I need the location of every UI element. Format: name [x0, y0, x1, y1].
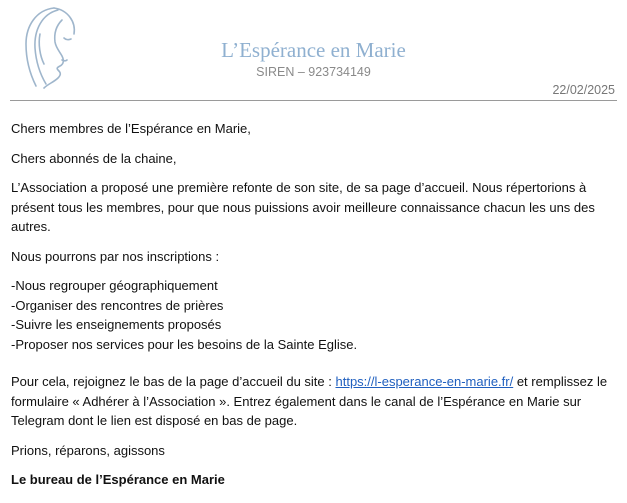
website-link[interactable]: https://l-esperance-en-marie.fr/ [335, 374, 514, 389]
paragraph-motto: Prions, réparons, agissons [11, 442, 165, 458]
header-divider [10, 100, 617, 101]
paragraph-join [11, 372, 615, 431]
paragraph-redesign: L’Association a proposé une première refonte de son site, de sa page d’accueil. Nous répertorions à présent tous les membres, pour que nous puissions avoir meilleure connaissance chacun les uns des autres. [11, 180, 595, 234]
goals-list [11, 276, 615, 354]
list-item: -Organiser des rencontres de prières [11, 297, 224, 313]
organization-title [0, 38, 627, 63]
paragraph-registrations: Nous pourrons par nos inscriptions : [11, 248, 220, 264]
list-item: -Proposer nos services pour les besoins de la Sainte Eglise. [11, 336, 358, 352]
greeting-subscribers: Chers abonnés de la chaine, [11, 150, 177, 166]
greeting-members: Chers membres de l’Espérance en Marie, [11, 121, 251, 136]
join-text-before: Pour cela, rejoignez le bas de la page d’accueil du site : [11, 374, 336, 389]
list-item: -Nous regrouper géographiquement [11, 278, 218, 293]
list-item: -Suivre les enseignements proposés [11, 317, 222, 332]
letter-body [11, 119, 615, 490]
letter-date: 22/02/2025 [552, 83, 615, 97]
organization-title-text: L’Espérance en Marie [221, 38, 406, 62]
signature: Le bureau de l’Espérance en Marie [11, 472, 225, 487]
join-text-after: et remplissez le formulaire « Adhérer à l’Association ». Entrez également dans le canal de l’Espérance en Marie sur Telegram dont le lien est disposé en bas de page. [11, 374, 608, 428]
siren-number: SIREN – 923734149 [256, 65, 371, 79]
